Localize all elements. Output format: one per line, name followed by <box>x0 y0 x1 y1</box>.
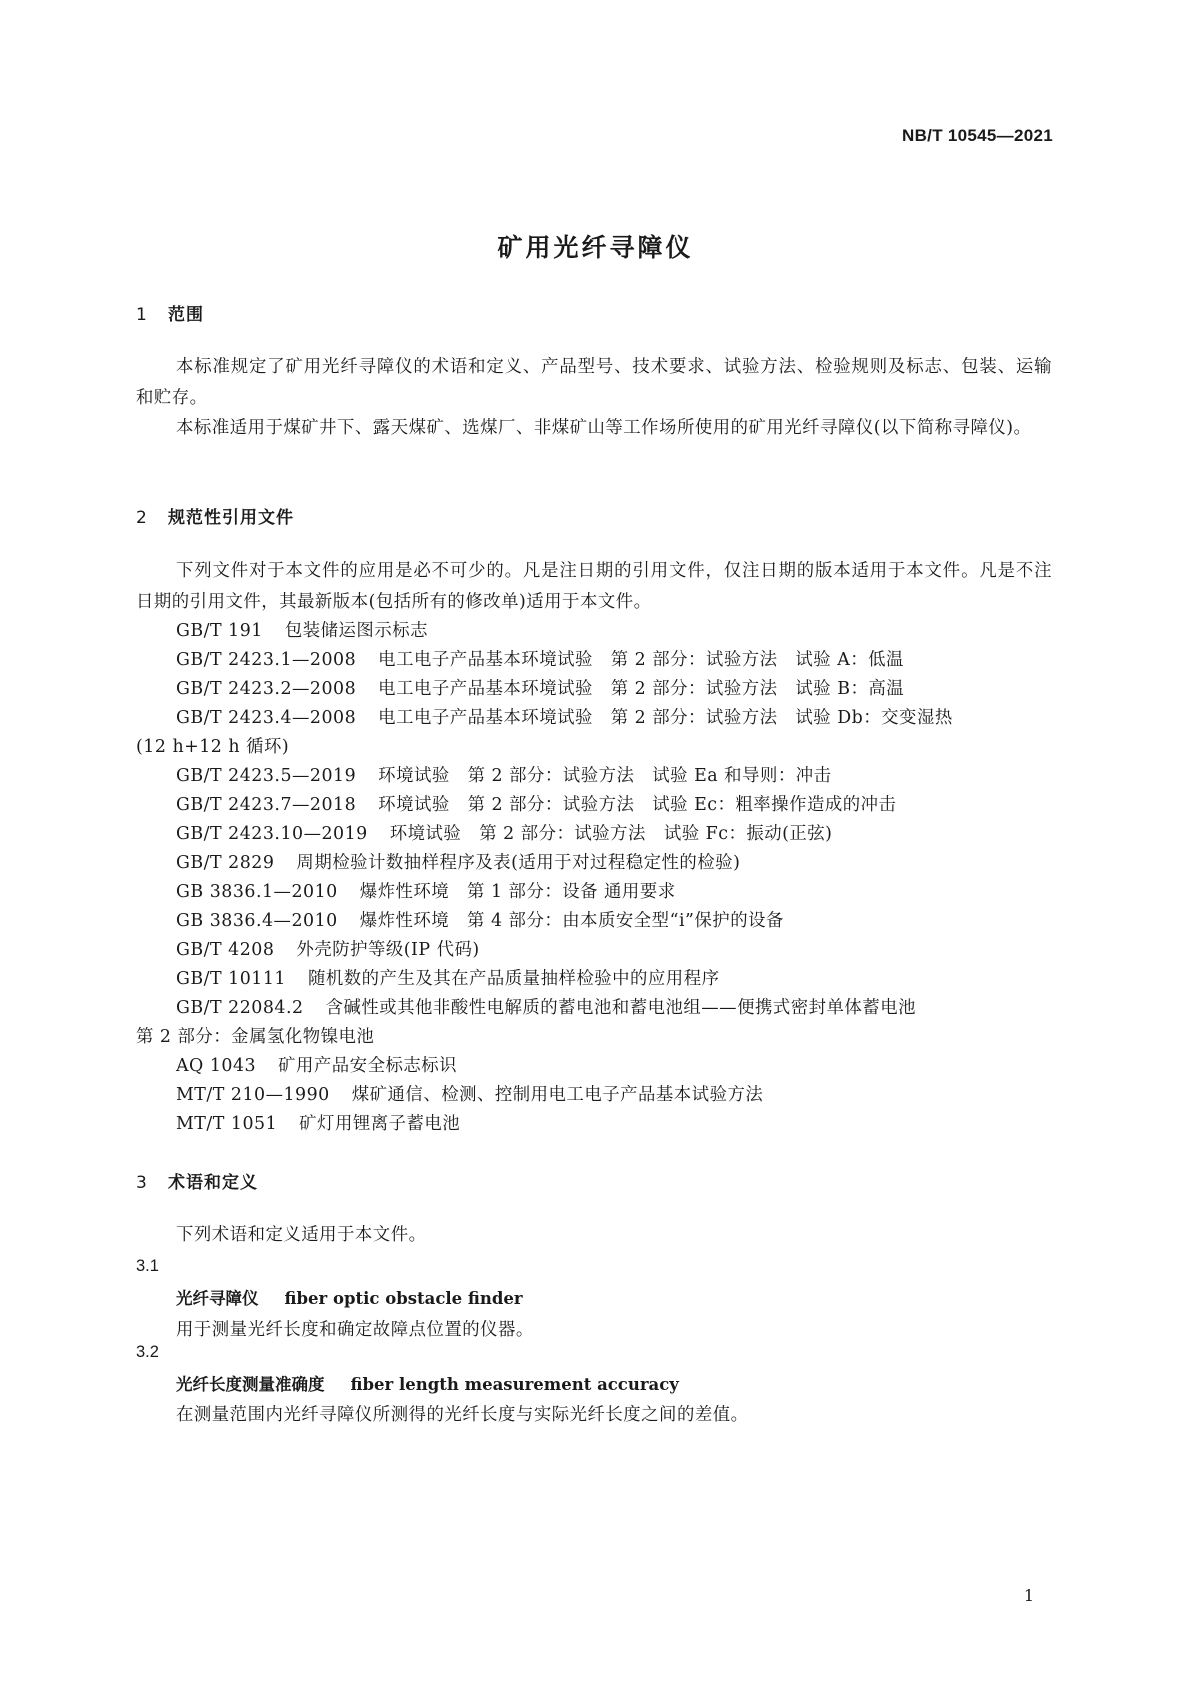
reference-code: GB/T 2423.4—2008 <box>176 708 357 728</box>
reference-item <box>176 645 904 676</box>
term-definition: 用于测量光纤长度和确定故障点位置的仪器。 <box>176 1320 534 1340</box>
reference-code: GB/T 191 <box>176 621 263 641</box>
section-title: 术语和定义 <box>168 1173 258 1193</box>
reference-title: 含碱性或其他非酸性电解质的蓄电池和蓄电池组——便携式密封单体蓄电池 <box>325 998 916 1018</box>
term-number: 3.1 <box>136 1257 159 1275</box>
term-heading <box>176 1371 679 1395</box>
section-2-heading <box>136 503 294 528</box>
term-zh: 光纤长度测量准确度 <box>176 1375 325 1394</box>
reference-continuation: 第 2 部分：金属氢化物镍电池 <box>136 1027 375 1047</box>
document-title: 矿用光纤寻障仪 <box>497 233 694 262</box>
reference-title: 周期检验计数抽样程序及表(适用于对过程稳定性的检验) <box>296 853 741 873</box>
section-title: 范围 <box>168 305 204 325</box>
reference-item <box>176 848 740 879</box>
reference-item <box>176 790 896 821</box>
reference-code: GB/T 2423.5—2019 <box>176 766 357 786</box>
section-1-paragraph-2: 本标准适用于煤矿井下、露天煤矿、选煤厂、非煤矿山等工作场所使用的矿用光纤寻障仪(以下简称寻障仪)。 <box>176 418 1032 438</box>
reference-item <box>176 935 480 966</box>
reference-item <box>176 819 832 850</box>
reference-code: MT/T 1051 <box>176 1114 278 1134</box>
section-number: 1 <box>136 305 148 325</box>
page-number: 1 <box>1023 1586 1034 1605</box>
reference-item <box>176 964 719 995</box>
reference-title: 电工电子产品基本环境试验 第 2 部分：试验方法 试验 A：低温 <box>378 650 904 670</box>
reference-title: 环境试验 第 2 部分：试验方法 试验 Ec：粗率操作造成的冲击 <box>378 795 897 815</box>
reference-item <box>176 1051 457 1082</box>
reference-title: 包装储运图示标志 <box>284 621 428 641</box>
reference-code: GB/T 2423.7—2018 <box>176 795 357 815</box>
reference-code: GB/T 2423.2—2008 <box>176 679 357 699</box>
reference-code: GB 3836.1—2010 <box>176 882 338 902</box>
section-1-paragraph-1: 本标准规定了矿用光纤寻障仪的术语和定义、产品型号、技术要求、试验方法、检验规则及标志、包装、运输和贮存。 <box>136 357 1052 408</box>
section-title: 规范性引用文件 <box>168 508 294 528</box>
term-number: 3.2 <box>136 1343 159 1361</box>
reference-title: 随机数的产生及其在产品质量抽样检验中的应用程序 <box>307 969 720 989</box>
section-number: 3 <box>136 1173 148 1193</box>
reference-title: 电工电子产品基本环境试验 第 2 部分：试验方法 试验 Db：交变湿热 <box>378 708 953 728</box>
reference-code: GB/T 2423.10—2019 <box>176 824 368 844</box>
term-heading <box>176 1285 523 1309</box>
reference-title: 爆炸性环境 第 1 部分：设备 通用要求 <box>359 882 676 902</box>
term-en: fiber optic obstacle finder <box>284 1289 523 1308</box>
section-1-heading <box>136 300 204 325</box>
section-3-heading <box>136 1168 258 1193</box>
section-number: 2 <box>136 508 148 528</box>
reference-continuation: (12 h+12 h 循环) <box>136 737 290 757</box>
reference-code: AQ 1043 <box>176 1056 257 1076</box>
reference-item <box>176 877 676 908</box>
reference-title: 环境试验 第 2 部分：试验方法 试验 Fc：振动(正弦) <box>389 824 833 844</box>
reference-item <box>176 1109 460 1140</box>
reference-item <box>176 1080 763 1111</box>
reference-item <box>176 993 916 1024</box>
reference-title: 外壳防护等级(IP 代码) <box>296 940 480 960</box>
term-en: fiber length measurement accuracy <box>350 1375 679 1394</box>
section-3-intro: 下列术语和定义适用于本文件。 <box>176 1225 427 1245</box>
reference-title: 电工电子产品基本环境试验 第 2 部分：试验方法 试验 B：高温 <box>378 679 905 699</box>
reference-code: GB/T 2423.1—2008 <box>176 650 357 670</box>
term-definition: 在测量范围内光纤寻障仪所测得的光纤长度与实际光纤长度之间的差值。 <box>176 1405 749 1425</box>
reference-item <box>176 906 784 937</box>
reference-item <box>176 616 428 647</box>
reference-item <box>176 761 832 792</box>
section-2-intro: 下列文件对于本文件的应用是必不可少的。凡是注日期的引用文件，仅注日期的版本适用于本文件。凡是不注日期的引用文件，其最新版本(包括所有的修改单)适用于本文件。 <box>136 561 1052 612</box>
reference-code: GB/T 22084.2 <box>176 998 304 1018</box>
reference-title: 爆炸性环境 第 4 部分：由本质安全型“i”保护的设备 <box>359 911 784 931</box>
reference-title: 环境试验 第 2 部分：试验方法 试验 Ea 和导则：冲击 <box>378 766 832 786</box>
reference-code: GB/T 2829 <box>176 853 275 873</box>
reference-code: GB/T 10111 <box>176 969 286 989</box>
term-zh: 光纤寻障仪 <box>176 1289 259 1308</box>
reference-code: GB 3836.4—2010 <box>176 911 338 931</box>
reference-title: 矿灯用锂离子蓄电池 <box>299 1114 461 1134</box>
reference-code: GB/T 4208 <box>176 940 275 960</box>
standard-number: NB/T 10545—2021 <box>902 126 1053 145</box>
reference-title: 煤矿通信、检测、控制用电工电子产品基本试验方法 <box>351 1085 764 1105</box>
reference-item <box>176 674 904 705</box>
reference-code: MT/T 210—1990 <box>176 1085 330 1105</box>
reference-item <box>176 703 953 734</box>
reference-title: 矿用产品安全标志标识 <box>278 1056 458 1076</box>
